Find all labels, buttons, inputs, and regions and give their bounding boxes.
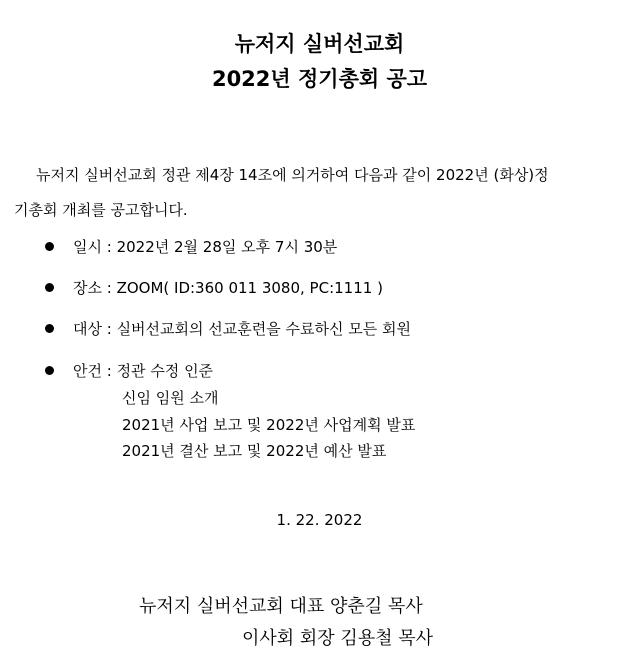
title-meeting: 2022년 정기총회 공고: [211, 67, 428, 91]
agenda-item: 2021년 결산 보고 및 2022년 예산 발표: [122, 442, 387, 460]
signature-representative: 뉴저지 실버선교회 대표 양춘길 목사: [139, 596, 423, 617]
list-item-text: 안건 : 정관 수정 인준: [73, 362, 214, 380]
signature-board-chair: 이사회 회장 김용철 목사: [242, 628, 434, 649]
bullet-icon: [45, 242, 54, 251]
intro-line-1: 뉴저지 실버선교회 정관 제4장 14조에 의거하여 다음과 같이 2022년 (화상)정: [36, 166, 549, 184]
list-item-text: 대상 : 실버선교회의 선교훈련을 수료하신 모든 회원: [73, 320, 411, 338]
list-item-text: 일시 : 2022년 2월 28일 오후 7시 30분: [73, 238, 338, 256]
notice-date: 1. 22. 2022: [276, 511, 363, 529]
bullet-icon: [45, 324, 54, 333]
agenda-item: 신임 임원 소개: [122, 389, 219, 407]
bullet-icon: [45, 283, 54, 292]
title-organization: 뉴저지 실버선교회: [234, 32, 405, 56]
intro-line-2: 기총회 개최를 공고합니다.: [14, 201, 188, 219]
agenda-item: 2021년 사업 보고 및 2022년 사업계획 발표: [122, 416, 416, 434]
list-item-text: 장소 : ZOOM( ID:360 011 3080, PC:1111 ): [73, 279, 383, 297]
bullet-icon: [45, 366, 54, 375]
